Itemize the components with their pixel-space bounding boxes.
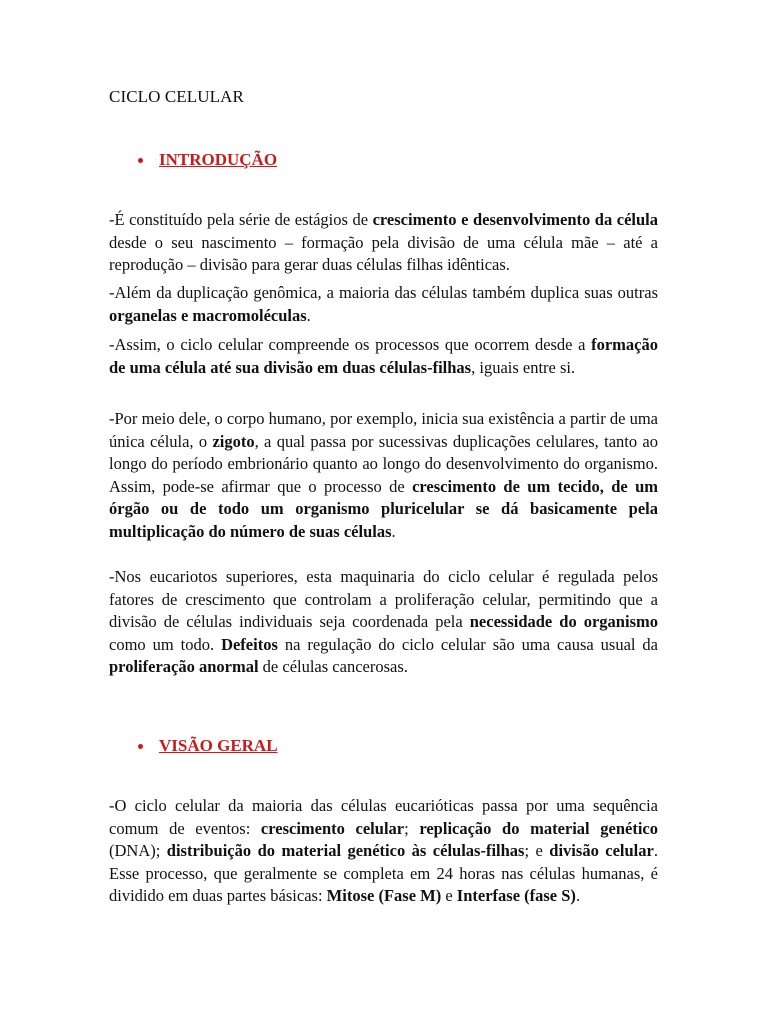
bold-text: Defeitos bbox=[221, 634, 278, 654]
bold-text: organelas e macromoléculas bbox=[109, 305, 307, 325]
bullet-icon bbox=[138, 744, 143, 749]
paragraph bbox=[109, 408, 658, 543]
text-run: -Além da duplicação genômica, a maioria das células também duplica suas outras bbox=[109, 283, 658, 302]
text-run: na regulação do ciclo celular são uma causa usual da bbox=[277, 634, 658, 654]
bold-text: divisão celular bbox=[549, 841, 654, 860]
bold-text: crescimento celular bbox=[260, 818, 405, 838]
section-heading-introducao bbox=[138, 149, 277, 171]
text-run: -É constituído pela série de estágios de bbox=[109, 210, 373, 229]
text-run: , a qual passa por sucessivas duplicações celulares, tanto ao longo do período embrionário quanto ao longo do desenvolvimento do organismo. Assim, pode-se afirmar que o processo de bbox=[109, 431, 658, 496]
text-run: -Nos eucariotos superiores, esta maquinaria do ciclo celular é regulada pelos fatores de crescimento que controlam a proliferação celular, permitindo que a divisão de células individuais seja coordenada pela bbox=[109, 567, 658, 631]
paragraph bbox=[109, 209, 658, 277]
text-run: -Assim, o ciclo celular compreende os processos que ocorrem desde a bbox=[109, 335, 592, 354]
text-run: (DNA); bbox=[109, 841, 167, 860]
text-run: -O ciclo celular da maioria das células eucarióticas passa por uma sequência comum de eventos: bbox=[109, 796, 658, 838]
text-run: ; e bbox=[524, 841, 550, 860]
text-run: como um todo. bbox=[109, 634, 222, 654]
bold-text: (Fase M) bbox=[378, 886, 442, 905]
text-run: , iguais entre si. bbox=[471, 357, 576, 377]
section-heading-visao-geral bbox=[138, 735, 278, 757]
text-run: . bbox=[306, 305, 311, 325]
section-heading-label: INTRODUÇÃO bbox=[159, 150, 278, 169]
text-run: desde o seu nascimento – formação pela divisão de uma célula mãe – até a reprodução – divisão para gerar duas células filhas idênticas. bbox=[109, 232, 658, 274]
text-run: -Por meio dele, o corpo humano, por exemplo, inicia sua existência a partir de uma única célula, o bbox=[109, 409, 658, 451]
bold-text: Mitose bbox=[326, 886, 375, 905]
bold-text: zigoto bbox=[212, 431, 255, 451]
text-run: de células cancerosas. bbox=[258, 657, 408, 676]
bold-text: Interfase (fase S) bbox=[456, 886, 576, 905]
document-title: CICLO CELULAR bbox=[109, 87, 244, 106]
paragraph bbox=[109, 795, 658, 908]
text-run: . Esse processo, que geralmente se completa em 24 horas nas células humanas, é dividido em duas partes básicas: bbox=[109, 841, 658, 905]
bold-text: formação de uma célula até sua divisão em duas células-filhas bbox=[109, 335, 658, 377]
bullet-icon bbox=[138, 158, 143, 163]
bold-text: replicação do material genético bbox=[419, 818, 658, 838]
text-run: ; bbox=[404, 818, 420, 838]
text-run: . bbox=[575, 886, 581, 905]
bold-text: proliferação anormal bbox=[109, 657, 259, 676]
section-heading-label: VISÃO GERAL bbox=[159, 736, 278, 755]
paragraph bbox=[109, 566, 658, 679]
paragraph bbox=[109, 282, 658, 327]
bold-text: crescimento e desenvolvimento da célula bbox=[372, 210, 658, 229]
bold-text: necessidade do organismo bbox=[469, 612, 658, 631]
text-run: e bbox=[441, 886, 457, 905]
bold-text: crescimento de um tecido, de um órgão ou de todo um organismo pluricelular se dá basicamente pela multiplicação do número de suas células bbox=[109, 476, 658, 541]
text-run: . bbox=[391, 521, 396, 541]
paragraph bbox=[109, 334, 658, 379]
bold-text: distribuição do material genético às células-filhas bbox=[166, 841, 525, 860]
